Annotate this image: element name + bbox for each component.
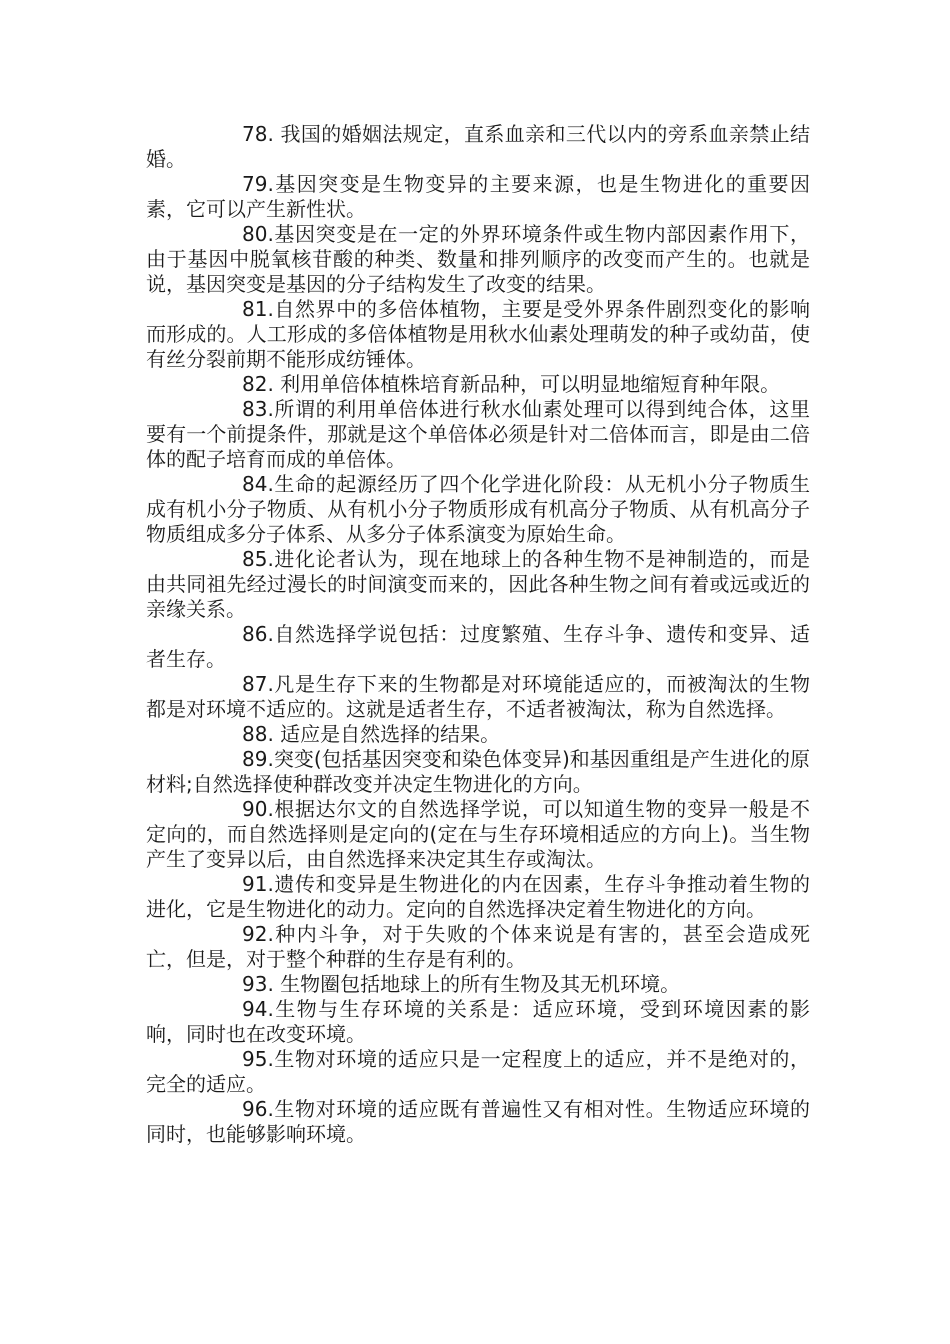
- paragraph-81: 81.自然界中的多倍体植物，主要是受外界条件剧烈变化的影响而形成的。人工形成的多倍体植物是用秋水仙素处理萌发的种子或幼苗，使有丝分裂前期不能形成纺锤体。: [146, 297, 810, 371]
- paragraph-85: 85.进化论者认为，现在地球上的各种生物不是神制造的，而是由共同祖先经过漫长的时间演变而来的，因此各种生物之间有着或远或近的亲缘关系。: [146, 547, 810, 621]
- paragraph-89: 89.突变(包括基因突变和染色体变异)和基因重组是产生进化的原材料;自然选择使种群改变并决定生物进化的方向。: [146, 747, 810, 796]
- paragraph-96: 96.生物对环境的适应既有普遍性又有相对性。生物适应环境的同时，也能够影响环境。: [146, 1097, 810, 1146]
- document-body: [146, 122, 810, 1147]
- paragraph-93: 93. 生物圈包括地球上的所有生物及其无机环境。: [242, 972, 681, 996]
- paragraph-90: 90.根据达尔文的自然选择学说，可以知道生物的变异一般是不定向的，而自然选择则是定向的(定在与生存环境相适应的方向上)。当生物产生了变异以后，由自然选择来决定其生存或淘汰。: [146, 797, 810, 871]
- paragraph-84: 84.生命的起源经历了四个化学进化阶段：从无机小分子物质生成有机小分子物质、从有机小分子物质形成有机高分子物质、从有机高分子物质组成多分子体系、从多分子体系演变为原始生命。: [146, 472, 810, 546]
- paragraph-79: 79.基因突变是生物变异的主要来源，也是生物进化的重要因素，它可以产生新性状。: [146, 172, 810, 221]
- paragraph-82: 82. 利用单倍体植株培育新品种，可以明显地缩短育种年限。: [242, 372, 781, 396]
- paragraph-92: 92.种内斗争，对于失败的个体来说是有害的，甚至会造成死亡，但是，对于整个种群的生存是有利的。: [146, 922, 810, 971]
- paragraph-80: 80.基因突变是在一定的外界环境条件或生物内部因素作用下，由于基因中脱氧核苷酸的种类、数量和排列顺序的改变而产生的。也就是说，基因突变是基因的分子结构发生了改变的结果。: [146, 222, 810, 296]
- paragraph-88: 88. 适应是自然选择的结果。: [242, 722, 501, 746]
- paragraph-95: 95.生物对环境的适应只是一定程度上的适应，并不是绝对的，完全的适应。: [146, 1047, 810, 1096]
- paragraph-86: 86.自然选择学说包括：过度繁殖、生存斗争、遗传和变异、适者生存。: [146, 622, 810, 671]
- paragraph-87: 87.凡是生存下来的生物都是对环境能适应的，而被淘汰的生物都是对环境不适应的。这就是适者生存，不适者被淘汰，称为自然选择。: [146, 672, 810, 721]
- paragraph-83: 83.所谓的利用单倍体进行秋水仙素处理可以得到纯合体，这里要有一个前提条件，那就是这个单倍体必须是针对二倍体而言，即是由二倍体的配子培育而成的单倍体。: [146, 397, 810, 471]
- paragraph-78: 78. 我国的婚姻法规定，直系血亲和三代以内的旁系血亲禁止结婚。: [146, 122, 810, 171]
- paragraph-94: 94.生物与生存环境的关系是：适应环境，受到环境因素的影响，同时也在改变环境。: [146, 997, 810, 1046]
- paragraph-91: 91.遗传和变异是生物进化的内在因素，生存斗争推动着生物的进化，它是生物进化的动力。定向的自然选择决定着生物进化的方向。: [146, 872, 810, 921]
